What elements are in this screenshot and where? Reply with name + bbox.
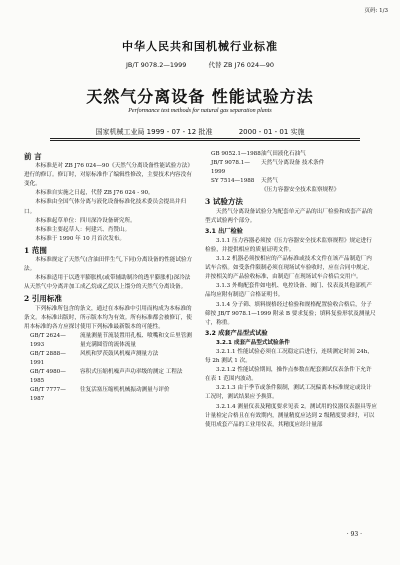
reference-item: GB/T 2624—1993 流量测量节流装置用孔板、喷嘴和文丘里管测量充满圆管的流体流量: [30, 332, 192, 348]
clause-3-2-1-3: 3.2.1.3 由于季节或条件限制，测试工况偏离本标准规定或设计工况时，测试结果应予换算。: [205, 385, 372, 401]
document-title: 天然气分离设备 性能试验方法: [86, 87, 314, 106]
section-3-title: 3 试验方法: [205, 197, 243, 207]
reference-item: 《压力容器安全技术监察规程》: [261, 187, 340, 194]
references-intro: 下列标准所包含的条文，通过在本标准中引用而构成为本标准的条文。本标准出版时，所示版本均为有效。所有标准都会被修订，使用本标准的各方应探讨使用下列标准最新版本的可能性。: [24, 305, 192, 330]
right-column: [205, 150, 377, 430]
subsection-3-2-1: 3.2.1 成套产品型式试验条件: [216, 339, 290, 346]
scope-para: 本标准规定了天然气(含油田伴生气,下同)分离设备的性能试验方法。: [24, 257, 193, 273]
subsection-3-2: 3.2 成套产品型式试验: [205, 329, 268, 337]
standard-number-line: [0, 60, 400, 69]
clause-3-1-3: 3.1.3 外购配套件如电机、电控设备、阀门、仪表及其他部机产品均应附有制造厂合格证明书。: [205, 283, 372, 299]
page-counter: 页码: 1/3: [364, 8, 388, 14]
reference-item: JB/T 9078.1—1999 天然气分离设备 技术条件: [211, 160, 325, 176]
approval-line: [0, 127, 400, 137]
clause-3-2-1-2: 3.2.1.2 性能试验期间，操作点参数在配套测试仪表条件下允许在表 1 范围内波动。: [205, 367, 372, 383]
header-rule-2: [50, 140, 360, 141]
clause-3-1-4: 3.1.4 分子筛、填料规格经过检验和规格配置验收合格后，分子筛按 JB/T 9078.1—1999 附录 B 要求复验；填料复验形状及测量尺寸，称重。: [205, 301, 376, 326]
foreword-para: 本标准主要起草人：何建兴、肖赞山。: [35, 226, 131, 233]
foreword-para: 本标准是对 ZB J76 024—90《天然气分离设备性能试验方法》进行的修订。修订时，对原标准作了编辑性修改，主要技术内容没有变化。: [24, 163, 193, 188]
subsection-3-1: 3.1 出厂检验: [205, 227, 243, 235]
reference-item: GB/T 7777—1987 往复活塞压缩机机械振动测量与评价: [30, 387, 170, 403]
reference-item: GB 9052.1—1988 油气田液化石油气: [211, 151, 306, 157]
methods-intro: 天然气分离设备试验分为配套单元产品的出厂检验和成套产品的型式试验两个部分。: [205, 208, 373, 224]
replaces-number: 代替 ZB J76 024—90: [208, 61, 274, 69]
section-1-title: 1 范围: [24, 245, 47, 255]
foreword-para: 本标准自实施之日起，代替 ZB J76 024 - 90。: [35, 190, 154, 197]
page-number: · 93 ·: [346, 531, 362, 538]
reference-item: GB/T 4980—1985 容积式压缩机噪声声功率级的测定 工程法: [30, 369, 183, 385]
approval-date: 国家机械工业局 1999 - 07 - 12 批准: [95, 128, 213, 136]
clause-3-1-2: 3.1.2 机器必须按相应的产品标准或技术文件在该产品制造厂内试车合格。如受条件限制必须在现场试车验收时，应在合同中规定，并按相关的产品验收标准，由制造厂在现场试车合格后交用户。: [205, 256, 373, 281]
reference-item: SY 7514—1988 天然气: [211, 178, 278, 185]
header-rule: [50, 138, 360, 139]
clause-3-1-1: 3.1.1 压力容器必须按《压力容器安全技术监察规程》规定进行检验，并提供相应的质量证明文件。: [205, 237, 372, 253]
english-title: Performance test methods for natural gas separation plants: [128, 108, 272, 114]
foreword-title: 前 言: [24, 152, 42, 161]
foreword-para: 本标准于 1990 年 10 月首次发布。: [35, 235, 125, 242]
clause-3-2-1-4: 3.2.1.4 测量仪表及精度要求见表 2。测试用的仪器仪表器具等应计量检定合格且在有效期内，测量精度应达到 2 级精度要求时，可以使用成套产品的工业用仪表，其精度应经计量部: [205, 403, 377, 428]
standard-number: JB/T 9078.2—1999: [126, 61, 187, 69]
implement-date: 2000 - 01 - 01 实施: [238, 128, 305, 136]
section-2-title: 2 引用标准: [24, 294, 62, 304]
clause-3-2-1-1: 3.2.1.1 性能试验必须在工况稳定后进行，连续测定时间 24h，每 2h 测试 1 次。: [205, 348, 373, 365]
standard-org: 中华人民共和国机械行业标准: [122, 40, 278, 53]
foreword-para: 本标准起草单位：四川深冷设备研究所。: [35, 217, 136, 224]
left-column: [24, 150, 194, 405]
reference-item: GB/T 2888—1991 风机和罗茨鼓风机噪声测量方法: [30, 350, 159, 367]
scope-para: 本标准适用于以透平膨胀机(或带辅助制冷的透平膨胀机)深冷法从天然气中分离并加工成乙烷或乙烷以上馏分的天然气分离设备。: [24, 275, 191, 291]
foreword-para: 本标准由全国气体分离与液化设备标准化技术委员会提出并归口。: [24, 199, 187, 215]
